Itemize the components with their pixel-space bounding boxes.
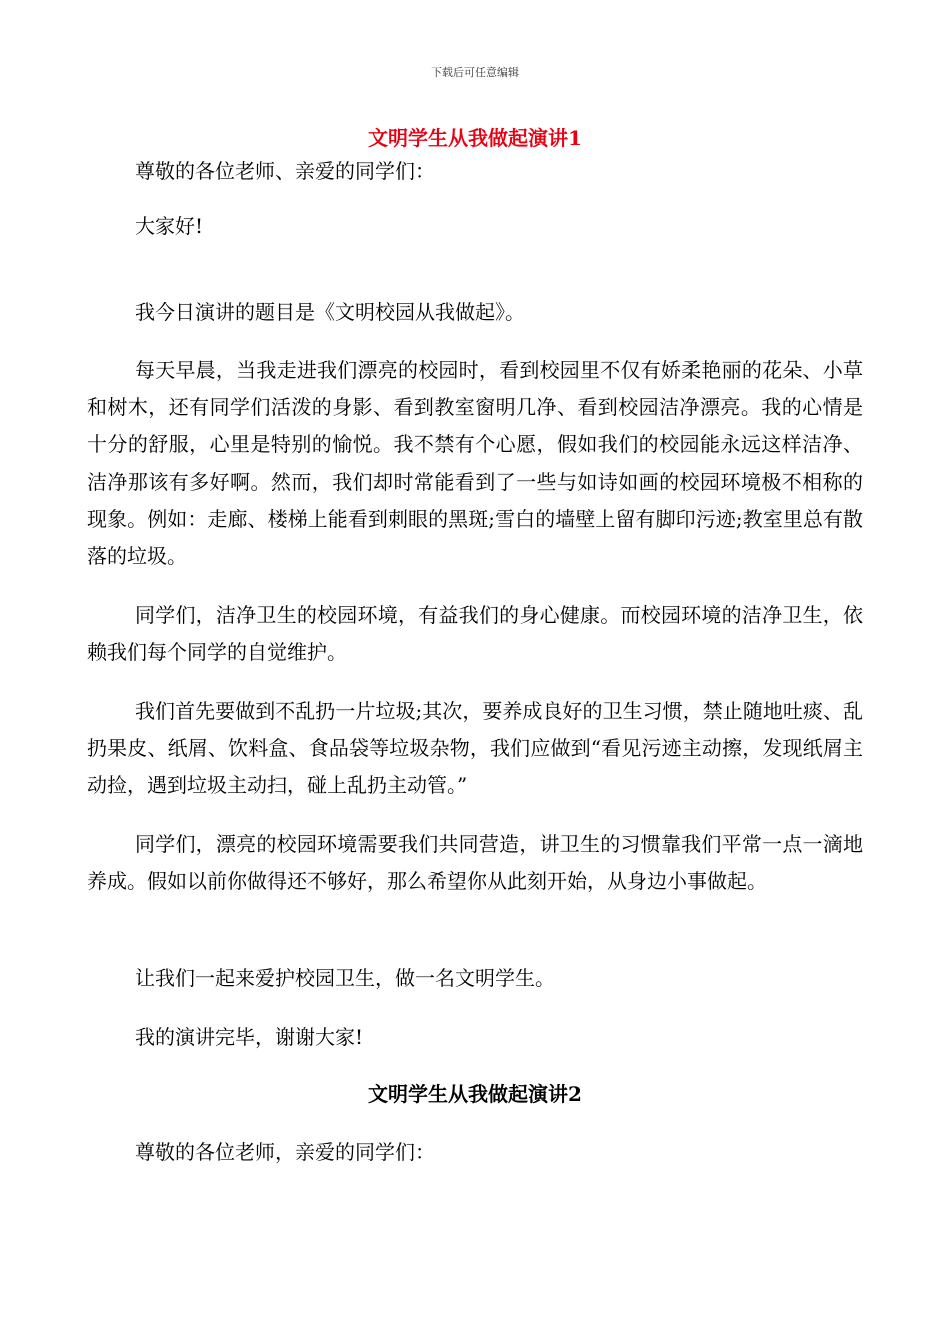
speech-1-greeting: 尊敬的各位老师、亲爱的同学们：: [135, 159, 435, 183]
speech-1-paragraph-habits: 我们首先要做到不乱扔一片垃圾;其次，要养成良好的卫生习惯，禁止随地吐痰、乱扔果皮、纸屑、饮料盒、食品袋等垃圾杂物，我们应做到“看见污迹主动擦，发现纸屑主动捡，遇到垃圾主动扫，碰上乱扔主动管。”: [87, 699, 863, 798]
speech-2-greeting: 尊敬的各位老师，亲爱的同学们：: [135, 1140, 435, 1164]
speech-1-paragraph-health: 同学们，洁净卫生的校园环境，有益我们的身心健康。而校园环境的洁净卫生，依赖我们每个同学的自觉维护。: [87, 603, 863, 665]
speech-1-paragraph-call: 让我们一起来爱护校园卫生，做一名文明学生。: [135, 966, 555, 990]
speech-1-closing: 我的演讲完毕，谢谢大家!: [135, 1025, 364, 1049]
speech-2-title: 文明学生从我做起演讲2: [368, 1082, 582, 1106]
speech-1-paragraph-morning: 每天早晨，当我走进我们漂亮的校园时，看到校园里不仅有娇柔艳丽的花朵、小草和树木，还有同学们活泼的身影、看到教室窗明几净、看到校园洁净漂亮。我的心情是十分的舒服，心里是特别的愉悦。我不禁有个心愿，假如我们的校园能永远这样洁净、洁净那该有多好啊。然而，我们却时常能看到了一些与如诗如画的校园环境极不相称的现象。例如：走廊、楼梯上能看到刺眼的黑斑;雪白的墙壁上留有脚印污迹;教室里总有散落的垃圾。: [87, 358, 863, 569]
speech-1-title: 文明学生从我做起演讲1: [368, 126, 582, 150]
speech-1-topic: 我今日演讲的题目是《文明校园从我做起》。: [135, 300, 525, 324]
header-note: 下载后可任意编辑: [431, 66, 519, 79]
speech-1-hello: 大家好!: [135, 214, 204, 238]
speech-1-paragraph-together: 同学们，漂亮的校园环境需要我们共同营造，讲卫生的习惯靠我们平常一点一滴地养成。假如以前你做得还不够好，那么希望你从此刻开始，从身边小事做起。: [87, 832, 863, 894]
